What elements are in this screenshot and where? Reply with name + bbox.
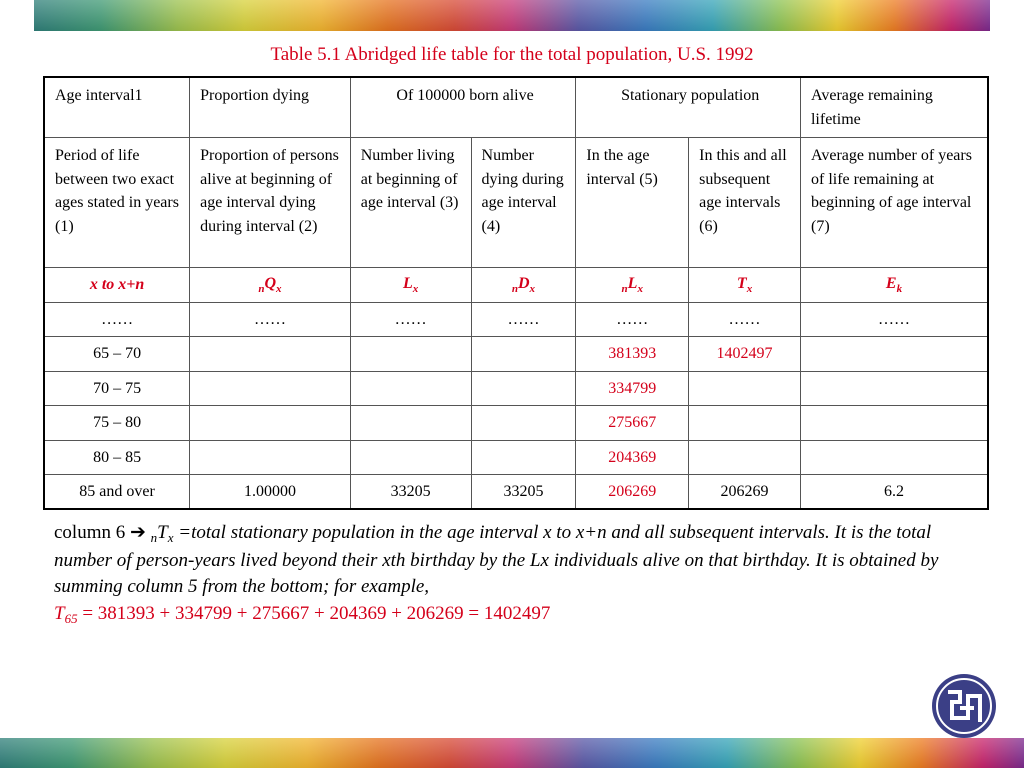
cell: 70 – 75	[44, 371, 190, 406]
cell	[471, 406, 576, 441]
cell: 334799	[576, 371, 689, 406]
cell	[800, 337, 988, 372]
cell	[350, 337, 471, 372]
symbol-sub: x	[412, 283, 419, 295]
cell: ……	[44, 302, 190, 337]
note-paragraph	[54, 520, 954, 601]
cell: 6.2	[800, 475, 988, 510]
note-t-pre: n	[150, 530, 158, 545]
table-row	[44, 475, 988, 510]
symbol-col-5	[576, 268, 689, 303]
cell: 204369	[576, 440, 689, 475]
cell: ……	[689, 302, 801, 337]
cell	[190, 337, 351, 372]
note-prefix: column 6	[54, 522, 130, 543]
cell	[800, 371, 988, 406]
cell: 206269	[576, 475, 689, 510]
cell	[800, 406, 988, 441]
cell: 85 and over	[44, 475, 190, 510]
cell: 1.00000	[190, 475, 351, 510]
symbol-col-3	[350, 268, 471, 303]
cell: 381393	[576, 337, 689, 372]
table-row	[44, 371, 988, 406]
institution-logo-icon	[930, 672, 998, 740]
cell: 1402497	[689, 337, 801, 372]
cell	[471, 371, 576, 406]
header-stationary-population: Stationary population	[576, 77, 801, 138]
header-age-interval: Age interval1	[44, 77, 190, 138]
header-born-alive: Of 100000 born alive	[350, 77, 576, 138]
symbol-text: D	[517, 275, 530, 292]
cell	[471, 337, 576, 372]
symbol-pre: n	[258, 283, 265, 295]
cell: 65 – 70	[44, 337, 190, 372]
symbol-text: T	[736, 275, 747, 292]
symbol-row	[44, 268, 988, 303]
cell	[190, 440, 351, 475]
note-t: T	[157, 522, 168, 543]
cell	[689, 406, 801, 441]
symbol-text: E	[885, 275, 897, 292]
cell: 33205	[350, 475, 471, 510]
top-color-band	[34, 0, 990, 31]
formula-sub: 65	[64, 610, 78, 626]
symbol-text: L	[627, 275, 638, 292]
formula-sum: 381393 + 334799 + 275667 + 204369 + 206269 = 1402497	[97, 602, 551, 624]
cell: 206269	[689, 475, 801, 510]
symbol-col-4	[471, 268, 576, 303]
arrow-right-icon: ➔	[130, 522, 146, 543]
note-formula	[54, 601, 954, 629]
symbol-col-1	[44, 268, 190, 303]
explanation-note	[54, 520, 954, 628]
symbol-sub: x	[529, 283, 536, 295]
symbol-text: Q	[264, 275, 277, 292]
symbol-col-6	[689, 268, 801, 303]
cell	[471, 440, 576, 475]
table-title: Table 5.1 Abridged life table for the total population, U.S. 1992	[270, 44, 754, 65]
table-row	[44, 302, 988, 337]
symbol-pre: n	[511, 283, 518, 295]
desc-col-7: Average number of years of life remaining at beginning of age interval (7)	[800, 138, 988, 268]
cell	[190, 371, 351, 406]
header-row-2	[44, 138, 988, 268]
symbol-sub: k	[896, 283, 903, 295]
symbol-col-2	[190, 268, 351, 303]
cell: ……	[190, 302, 351, 337]
symbol-sub: x	[637, 283, 643, 295]
cell: 33205	[471, 475, 576, 510]
cell: ……	[800, 302, 988, 337]
cell	[190, 406, 351, 441]
cell	[350, 440, 471, 475]
desc-col-3: Number living at beginning of age interval (3)	[350, 138, 471, 268]
table-row	[44, 440, 988, 475]
table-row	[44, 406, 988, 441]
desc-col-6: In this and all subsequent age intervals (6)	[689, 138, 801, 268]
desc-col-2: Proportion of persons alive at beginning of age interval dying during interval (2)	[190, 138, 351, 268]
cell: 80 – 85	[44, 440, 190, 475]
cell	[350, 371, 471, 406]
header-proportion-dying: Proportion dying	[190, 77, 351, 138]
desc-col-5: In the age interval (5)	[576, 138, 689, 268]
symbol-sub: x	[746, 283, 753, 295]
symbol-pre: n	[621, 283, 628, 295]
cell: 75 – 80	[44, 406, 190, 441]
cell	[689, 440, 801, 475]
bottom-color-band	[0, 738, 1024, 768]
formula-t: T	[54, 602, 65, 624]
cell: ……	[350, 302, 471, 337]
symbol-text: L	[403, 275, 413, 292]
cell	[689, 371, 801, 406]
life-table	[43, 76, 989, 510]
cell	[350, 406, 471, 441]
note-t-sub: x	[167, 530, 174, 545]
cell	[800, 440, 988, 475]
formula-eq: =	[77, 602, 98, 624]
note-text: =total stationary population in the age interval x to x+n and all subsequent intervals. It is the total number of person-years lived beyond their xth birthday by the Lx individuals alive on that birthday. It is obtained by summing column 5 from the bottom; for example,	[54, 522, 939, 597]
cell: ……	[576, 302, 689, 337]
header-row-1	[44, 77, 988, 138]
cell: ……	[471, 302, 576, 337]
symbol-col-7	[800, 268, 988, 303]
desc-col-1: Period of life between two exact ages stated in years (1)	[44, 138, 190, 268]
table-row	[44, 337, 988, 372]
symbol-sub: x	[276, 283, 282, 295]
symbol-text: x to x+n	[89, 276, 145, 293]
header-average-remaining: Average remaining lifetime	[800, 77, 988, 138]
cell: 275667	[576, 406, 689, 441]
desc-col-4: Number dying during age interval (4)	[471, 138, 576, 268]
